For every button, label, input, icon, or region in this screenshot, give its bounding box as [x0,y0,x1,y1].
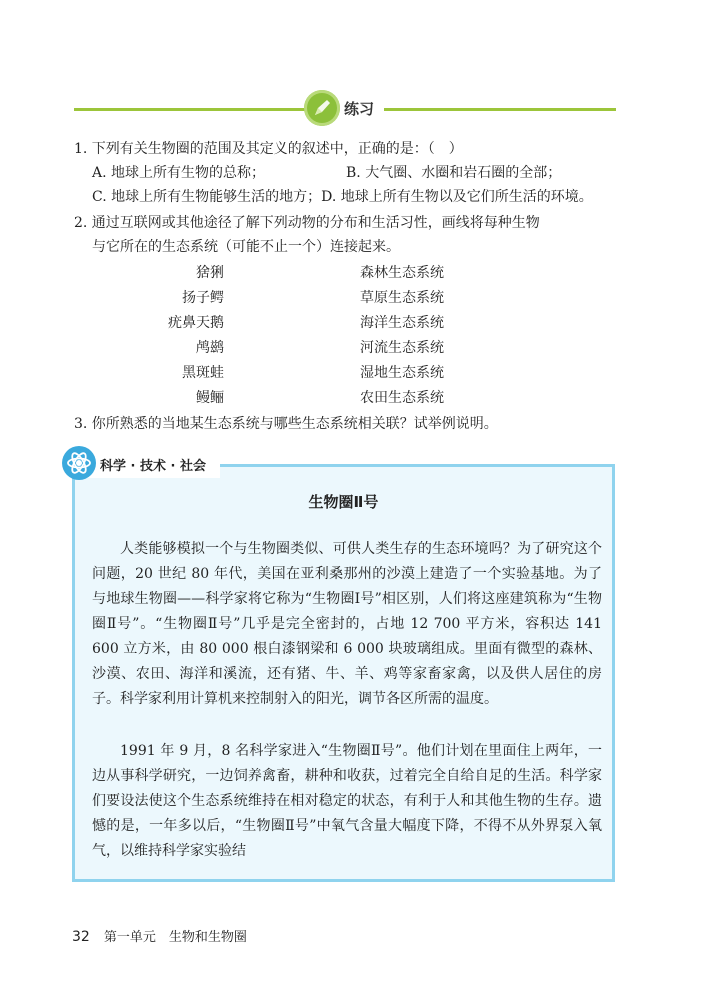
animal-item: 扬子鳄 [182,290,224,306]
question-2-line-2: 与它所在的生态系统（可能不止一个）连接起来。 [92,239,400,255]
animal-item: 黑斑蛙 [182,365,224,381]
page-number: 32 [72,929,90,945]
unit-title: 第一单元 生物和生物圈 [103,930,247,945]
question-1-option-cd: C. 地球上所有生物能够生活的地方；D. 地球上所有生物以及它们所生活的环境。 [92,189,593,205]
question-3: 3. 你所熟悉的当地某生态系统与哪些生态系统相关联？试举例说明。 [74,416,498,432]
article-paragraph-1: 人类能够模拟一个与生物圈类似、可供人类生存的生态环境吗？为了研究这个问题，20 世纪 80 年代，美国在亚利桑那州的沙漠上建造了一个实验基地。为了与地球生物圈——科学家将它称为“生物圈Ⅰ号”相区别，人们将这座建筑称为“生物圈Ⅱ号”。“生物圈Ⅱ号”几乎是完全密封的，占地 12 700 平方米，容积达 141 600 立方米，由 80 000 根白漆钢梁和 6 000 块玻璃组成。里面有微型的森林、沙漠、农田、海洋和溪流，还有猪、牛、羊、鸡等家畜家禽，以及供人居住的房子。科学家利用计算机来控制射入的阳光，调节各区所需的温度。 [92,541,602,707]
ecosystem-item: 河流生态系统 [360,340,444,356]
animal-item: 鸬鹚 [196,340,224,356]
page-footer [72,926,247,945]
article-paragraph-2: 1991 年 9 月，8 名科学家进入“生物圈Ⅱ号”。他们计划在里面住上两年，一边从事科学研究，一边饲养禽畜，耕种和收获，过着完全自给自足的生活。科学家们要设法使这个生态系统维持在相对稳定的状态，有利于人和其他生物的生存。遗憾的是，一年多以后，“生物圈Ⅱ号”中氧气含量大幅度下降，不得不从外界泵入氧气，以维持科学家实验结 [92,743,602,859]
animal-item: 鳗鲡 [196,390,224,406]
sts-section-title: 科学 · 技术 · 社会 [100,459,206,474]
ecosystem-item: 草原生态系统 [360,290,444,306]
ecosystem-item: 农田生态系统 [360,390,444,406]
question-1-option-b: B. 大气圈、水圈和岩石圈的全部； [346,165,562,181]
exercise-divider-right [384,108,616,111]
ecosystem-item: 海洋生态系统 [360,315,444,331]
sts-header-line [216,465,615,467]
article-title: 生物圈Ⅱ号 [308,493,379,511]
question-2-line-1: 2. 通过互联网或其他途径了解下列动物的分布和生活习性，画线将每种生物 [74,215,540,231]
atom-icon [62,446,96,480]
exercise-title: 练习 [344,100,375,118]
animal-item: 猞猁 [196,265,224,281]
exercise-divider-left [74,108,306,111]
question-1-option-a: A. 地球上所有生物的总称； [92,165,266,181]
animal-item: 疣鼻天鹅 [168,315,224,331]
ecosystem-item: 湿地生态系统 [360,365,444,381]
ecosystem-item: 森林生态系统 [360,265,444,281]
pencil-icon [304,90,340,126]
question-1-stem: 1. 下列有关生物圈的范围及其定义的叙述中，正确的是：（ ） [74,141,463,157]
